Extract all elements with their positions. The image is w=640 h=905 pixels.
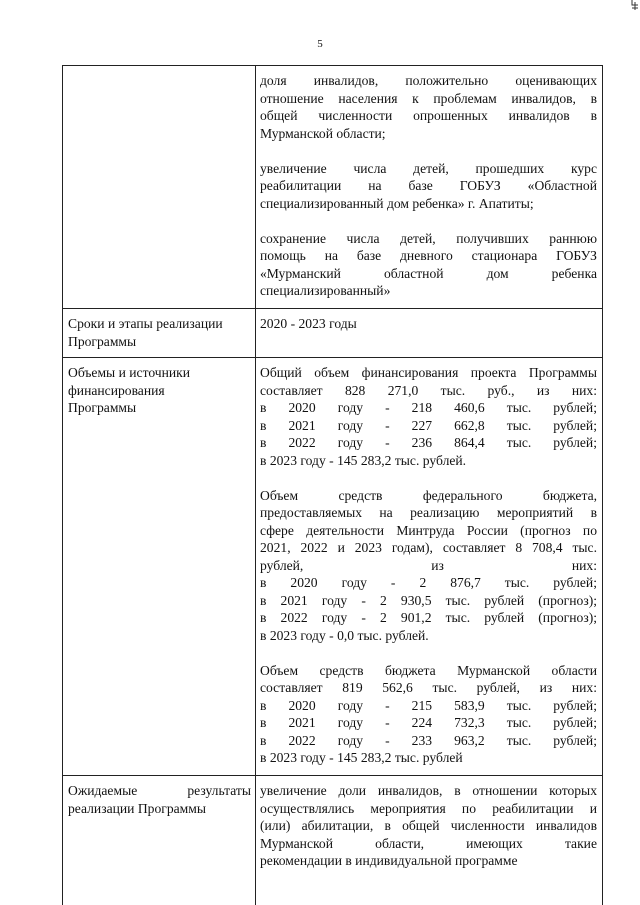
cell-paragraph [260, 230, 597, 300]
cell-paragraph [260, 72, 597, 142]
text-line: финансирования [68, 382, 165, 398]
text-line: помощь на базе дневного стационара ГОБУЗ [260, 248, 597, 263]
text-line: Мурманской области; [260, 125, 386, 141]
table-row-border [62, 357, 603, 358]
page-number: 5 [317, 38, 323, 50]
text-line: в 2023 году - 145 283,2 тыс. рублей. [260, 452, 467, 468]
cell-paragraph [260, 782, 597, 870]
table-row-border [62, 65, 603, 66]
text-line: Объемы и источники [68, 365, 191, 380]
text-line: общей численности опрошенных инвалидов в [260, 108, 597, 123]
text-line: в 2021 году - 227 662,8 тыс. рублей; [260, 417, 597, 433]
text-line: в 2023 году - 145 283,2 тыс. рублей [260, 750, 463, 765]
row-label [68, 782, 251, 817]
text-line: Мурманской области, имеющих такие [260, 835, 597, 851]
text-line: специализированный дом ребенка» г. Апатиты; [260, 195, 534, 211]
text-line: специализированный» [260, 283, 391, 298]
cell-paragraph [260, 364, 597, 469]
text-line: в 2020 году - 218 460,6 тыс. рублей; [260, 400, 597, 415]
text-line: в 2022 году - 233 963,2 тыс. рублей; [260, 732, 597, 748]
text-line: предоставляемых на реализацию мероприятий в [260, 505, 597, 520]
corner-stamp-mark [630, 0, 640, 12]
text-line: Общий объем финансирования проекта Программы [260, 365, 597, 380]
text-line: 2021, 2022 и 2023 годам), составляет 8 708,4 тыс. [260, 540, 597, 555]
table-row-border [62, 775, 603, 776]
text-line: сохранение числа детей, получивших раннюю [260, 230, 597, 246]
cell-paragraph [260, 160, 597, 213]
text-line: Программы [68, 400, 137, 415]
text-line: доля инвалидов, положительно оценивающих [260, 73, 597, 88]
text-line: рублей, из них: [260, 557, 597, 573]
text-line: (или) абилитации, в общей численности инвалидов [260, 818, 597, 833]
text-line: увеличение доли инвалидов, в отношении которых [260, 783, 597, 798]
text-line: увеличение числа детей, прошедших курс [260, 160, 597, 176]
text-line: в 2023 году - 0,0 тыс. рублей. [260, 627, 429, 643]
text-line: в 2022 году - 2 901,2 тыс. рублей (прогноз); [260, 610, 597, 625]
text-line: рекомендации в индивидуальной программе [260, 853, 518, 868]
text-line: в 2022 году - 236 864,4 тыс. рублей; [260, 435, 597, 450]
text-line: составляет 828 271,0 тыс. руб., из них: [260, 382, 597, 398]
text-line: реализации Программы [68, 800, 206, 816]
text-line: отношение населения к проблемам инвалидов, в [260, 90, 597, 106]
table-right-border [602, 65, 603, 905]
text-line: Объем средств федерального бюджета, [260, 487, 597, 503]
text-line: Программы [68, 333, 137, 349]
text-line: Сроки и этапы реализации [68, 316, 223, 331]
row-label [68, 315, 251, 350]
cell-paragraph [260, 662, 597, 767]
table-left-border [62, 65, 63, 905]
text-line: 2020 - 2023 годы [260, 316, 357, 331]
text-line: «Мурманский областной дом ребенка [260, 265, 597, 281]
text-line: реабилитации на базе ГОБУЗ «Областной [260, 178, 597, 193]
text-line: в 2020 году - 215 583,9 тыс. рублей; [260, 697, 597, 713]
cell-paragraph [260, 315, 597, 333]
text-line: в 2021 году - 224 732,3 тыс. рублей; [260, 715, 597, 730]
text-line: Ожидаемые результаты [68, 783, 251, 798]
cell-paragraph [260, 487, 597, 645]
text-line: составляет 819 562,6 тыс. рублей, из них: [260, 680, 597, 695]
text-line: в 2021 году - 2 930,5 тыс. рублей (прогноз); [260, 592, 597, 608]
text-line: осуществлялись мероприятия по реабилитации и [260, 800, 597, 816]
row-label [68, 364, 251, 417]
table-row-border [62, 308, 603, 309]
text-line: Объем средств бюджета Мурманской области [260, 662, 597, 678]
text-line: сфере деятельности Минтруда России (прогноз по [260, 522, 597, 538]
text-line: в 2020 году - 2 876,7 тыс. рублей; [260, 575, 597, 590]
table-column-divider [255, 65, 256, 905]
